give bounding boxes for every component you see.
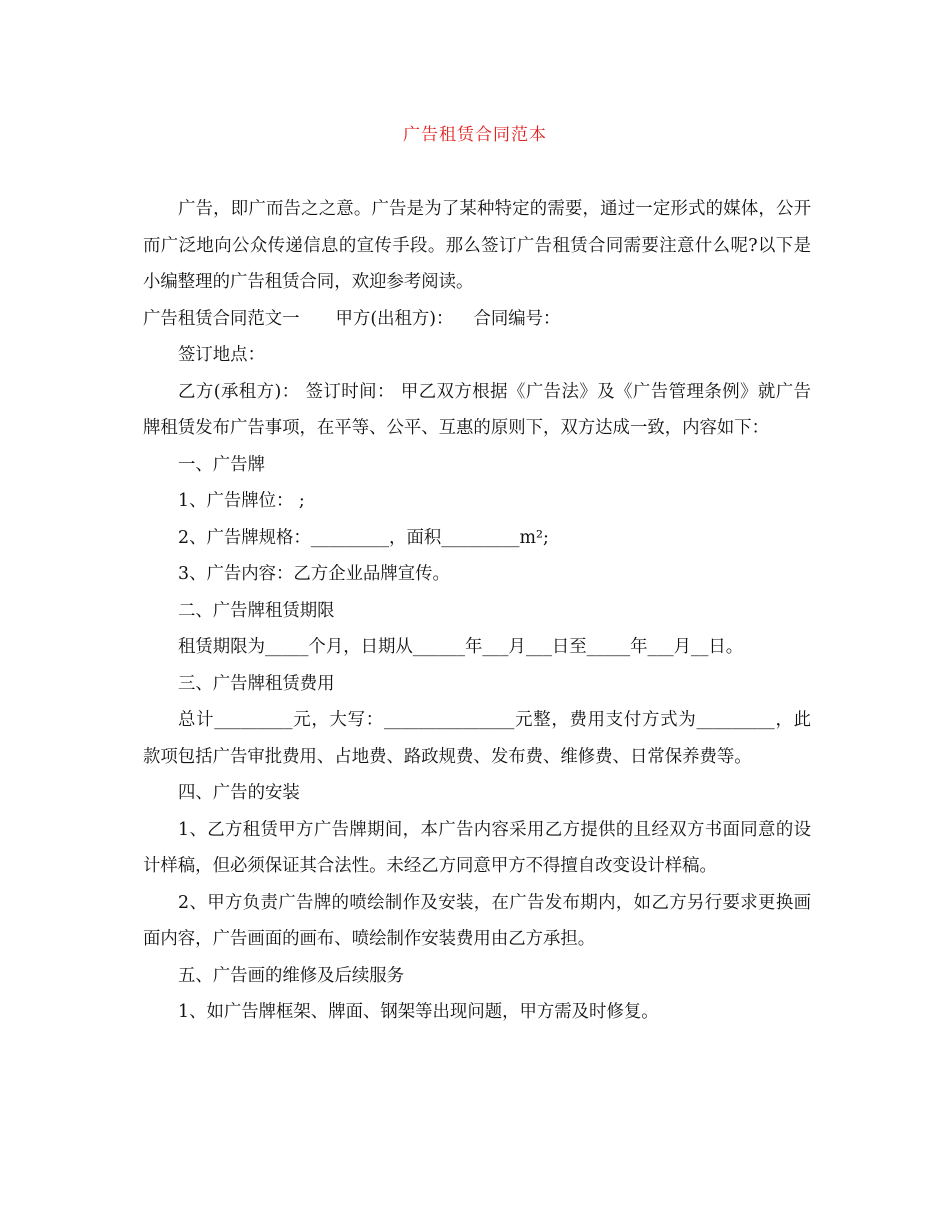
section-3 <box>143 666 811 776</box>
section-5 <box>143 958 811 1031</box>
section-heading: 一、广告牌 <box>178 454 265 475</box>
contract-number-label: 合同编号： <box>473 308 561 329</box>
section-heading: 二、广告牌租赁期限 <box>178 600 335 621</box>
party-a-label: 甲方(出租方)： <box>335 308 454 329</box>
section-4 <box>143 775 811 958</box>
section-item: 租赁期限为_____个月，日期从______年___月___日至_____年___月__日。 <box>178 637 744 657</box>
document-title: 广告租赁合同范本 <box>403 125 547 145</box>
section-item: 1、广告牌位： ; <box>178 491 305 511</box>
section-item: 2、广告牌规格：_________，面积_________m²; <box>178 527 549 548</box>
party-b-paragraph: 乙方(承租方)： 签订时间： 甲乙双方根据《广告法》及《广告管理条例》就广告牌租赁发布广告事项，在平等、公平、互惠的原则下，双方达成一致，内容如下： <box>143 381 811 438</box>
header-line <box>143 301 811 338</box>
sign-place-line: 签订地点： <box>178 345 265 365</box>
sample-label: 广告租赁合同范文一 <box>143 308 300 329</box>
section-heading: 三、广告牌租赁费用 <box>178 673 335 694</box>
section-item: 总计_________元，大写：_______________元整，费用支付方式为_________，此款项包括广告审批费用、占地费、路政规费、发布费、维修费、日常保养费等。 <box>143 710 811 767</box>
section-heading: 四、广告的安装 <box>178 783 300 803</box>
document-body <box>143 191 811 1031</box>
section-1 <box>143 447 811 593</box>
intro-paragraph: 广告，即广而告之之意。广告是为了某种特定的需要，通过一定形式的媒体，公开而广泛地向公众传递信息的宣传手段。那么签订广告租赁合同需要注意什么呢?以下是小编整理的广告租赁合同，欢迎参考阅读。 <box>143 199 811 292</box>
section-item: 3、广告内容：乙方企业品牌宣传。 <box>178 564 450 584</box>
section-heading: 五、广告画的维修及后续服务 <box>178 965 405 986</box>
section-item: 1、乙方租赁甲方广告牌期间，本广告内容采用乙方提供的且经双方书面同意的设计样稿，但必须保证其合法性。未经乙方同意甲方不得擅自改变设计样稿。 <box>143 819 811 876</box>
section-2 <box>143 593 811 666</box>
section-item: 1、如广告牌框架、牌面、钢架等出现问题，甲方需及时修复。 <box>178 1002 659 1022</box>
section-item: 2、甲方负责广告牌的喷绘制作及安装，在广告发布期内，如乙方另行要求更换画面内容，广告画面的画布、喷绘制作安装费用由乙方承担。 <box>143 892 811 949</box>
